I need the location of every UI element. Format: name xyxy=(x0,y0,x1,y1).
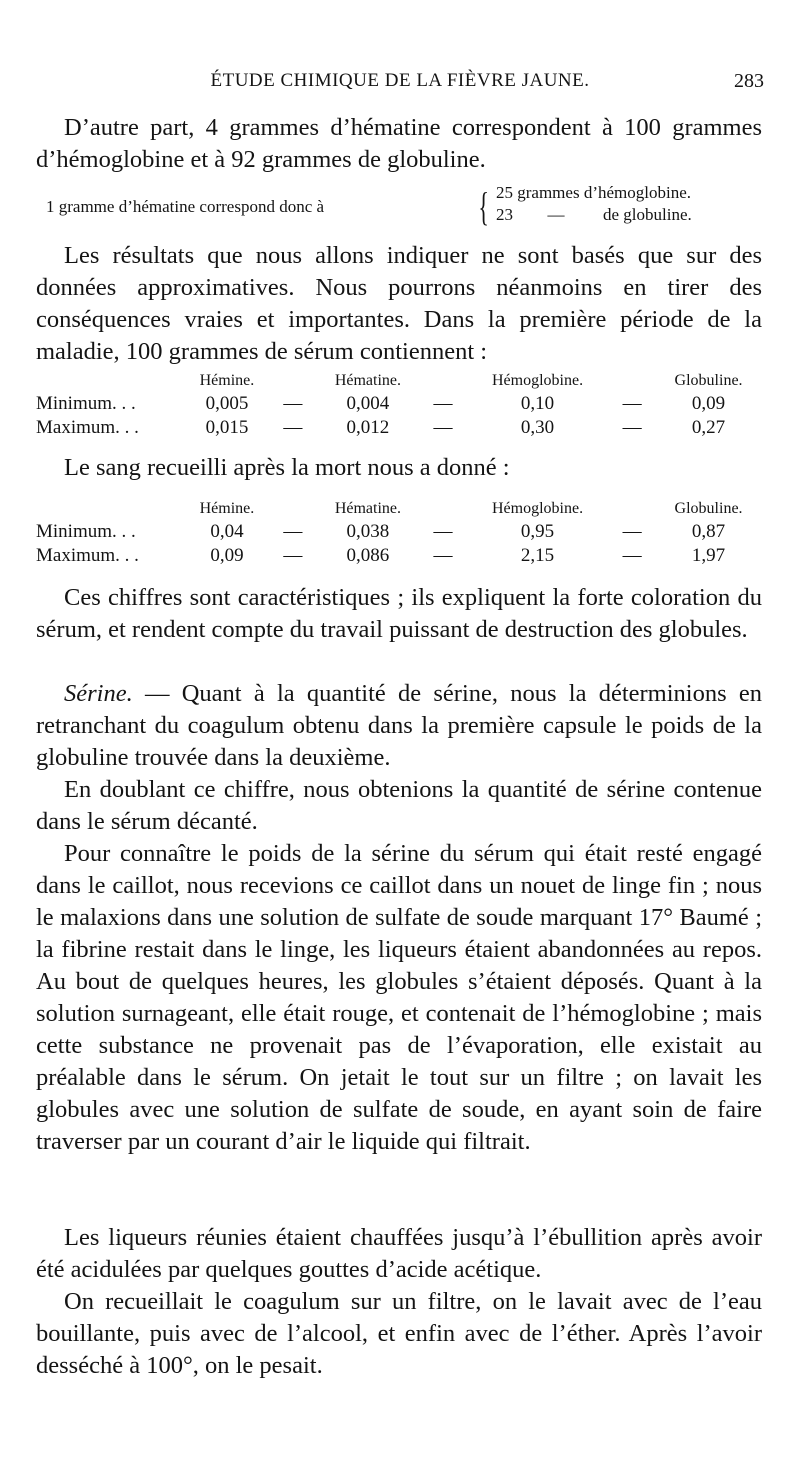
ratio-row-hemoglobine: 25 grammes d’hémoglobine. xyxy=(496,183,691,202)
table-cell: 0,005 xyxy=(205,393,249,414)
ratio-lhs: 1 gramme d’hématine correspond donc à xyxy=(46,197,325,216)
table-serum xyxy=(36,370,762,440)
dash-separator: — xyxy=(622,545,642,566)
column-header: Globuline. xyxy=(674,500,743,517)
table-cell: 0,015 xyxy=(205,417,249,438)
table-cell: 0,086 xyxy=(346,545,390,566)
table-row xyxy=(36,544,762,568)
table-cell: 0,10 xyxy=(520,393,555,414)
column-header: Hématine. xyxy=(334,372,402,389)
table-sang xyxy=(36,498,762,568)
row-label: Minimum. . . xyxy=(36,521,136,542)
hematine-ratio xyxy=(36,183,762,233)
dash-separator: — xyxy=(433,417,453,438)
ratio-row2-label: de globuline. xyxy=(603,205,692,224)
table-cell: 0,27 xyxy=(691,417,726,438)
page-header xyxy=(36,70,764,100)
paragraph-sang: Le sang recueilli après la mort nous a donné : xyxy=(64,454,510,481)
row-label: Maximum. . . xyxy=(36,545,139,566)
dash-separator: — xyxy=(433,545,453,566)
row-label: Minimum. . . xyxy=(36,393,136,414)
dash-separator: — xyxy=(433,521,453,542)
table-header-row xyxy=(36,370,762,392)
row-label: Maximum. . . xyxy=(36,417,139,438)
table-row xyxy=(36,520,762,544)
table-cell: 0,09 xyxy=(210,545,244,566)
dash-separator: — xyxy=(622,521,642,542)
dash-separator: — xyxy=(283,521,303,542)
serine-heading: Sérine. xyxy=(64,680,133,707)
running-title: ÉTUDE CHIMIQUE DE LA FIÈVRE JAUNE. xyxy=(210,70,590,91)
column-header: Hémine. xyxy=(199,372,255,389)
column-header: Hémine. xyxy=(199,500,255,517)
table-cell: 0,87 xyxy=(691,521,726,542)
dash-separator: — xyxy=(283,393,303,414)
column-header: Hémoglobine. xyxy=(491,500,584,517)
paragraph-hematine: D’autre part, 4 grammes d’hématine correspondent à 100 grammes d’hémoglobine et à 92 grammes de globuline. xyxy=(36,114,762,173)
ratio-row-globuline xyxy=(496,205,692,225)
paragraph-serine xyxy=(36,678,762,774)
table-cell: 0,012 xyxy=(346,417,390,438)
paragraph-caillot: Pour connaître le poids de la sérine du sérum qui était resté engagé dans le caillot, nous recevions ce caillot dans un nouet de linge fin ; nous le malaxions dans une solution de sulfate de soude marquant 17° Baumé ; la fibrine restait dans le linge, les liqueurs étaient abandonnées au repos. Au bout de quelques heures, les globules s’étaient déposés. Quant à la solution surnageant, elle était rouge, et contenait de l’hémoglobine ; mais cette substance ne provenait pas de l’évaporation, elle existait au préalable dans le sérum. On jetait le tout sur un filtre ; on lavait les globules avec une solution de sulfate de soude, en ayant soin de faire traverser par un courant d’air le liquide qui filtrait. xyxy=(36,840,762,1155)
paragraph-chiffres: Ces chiffres sont caractéristiques ; ils expliquent la forte coloration du sérum, et rendent compte du travail puissant de destruction des globules. xyxy=(36,584,762,643)
dash-separator: — xyxy=(283,545,303,566)
dash-separator: — xyxy=(433,393,453,414)
table-row xyxy=(36,416,762,440)
paragraph-doublant: En doublant ce chiffre, nous obtenions la quantité de sérine contenue dans le sérum décanté. xyxy=(36,776,762,835)
table-cell: 0,09 xyxy=(691,393,726,414)
column-header: Globuline. xyxy=(674,372,743,389)
dash-separator: — xyxy=(622,417,642,438)
table-cell: 0,04 xyxy=(210,521,244,542)
table-cell: 1,97 xyxy=(691,545,726,566)
table-cell: 0,95 xyxy=(520,521,555,542)
table-cell: 2,15 xyxy=(520,545,555,566)
table-cell: 0,038 xyxy=(346,521,390,542)
paragraph-liqueurs: Les liqueurs réunies étaient chauffées jusqu’à l’ébullition après avoir été acidulées par quelques gouttes d’acide acétique. xyxy=(36,1224,762,1283)
ratio-row2-dash: — xyxy=(547,205,565,224)
page-number: 283 xyxy=(734,70,764,92)
paragraph-resultats: Les résultats que nous allons indiquer ne sont basés que sur des données approximatives. Nous pourrons néanmoins en tirer des conséquences vraies et importantes. Dans la première période de la maladie, 100 grammes de sérum contiennent : xyxy=(36,242,762,365)
table-row xyxy=(36,392,762,416)
column-header: Hématine. xyxy=(334,500,402,517)
paragraph-coagulum: On recueillait le coagulum sur un filtre, on le lavait avec de l’eau bouillante, puis avec de l’alcool, et enfin avec de l’éther. Après l’avoir desséché à 100°, on le pesait. xyxy=(36,1288,762,1379)
paragraph-serine-text: — Quant à la quantité de sérine, nous la déterminions en retranchant du coagulum obtenu dans la première capsule le poids de la globuline trouvée dans la deuxième. xyxy=(36,680,762,771)
table-cell: 0,004 xyxy=(346,393,390,414)
table-header-row xyxy=(36,498,762,520)
ratio-brace: { xyxy=(478,184,489,229)
dash-separator: — xyxy=(622,393,642,414)
dash-separator: — xyxy=(283,417,303,438)
table-cell: 0,30 xyxy=(520,417,555,438)
column-header: Hémoglobine. xyxy=(491,372,584,389)
ratio-row2-value: 23 xyxy=(496,205,513,224)
